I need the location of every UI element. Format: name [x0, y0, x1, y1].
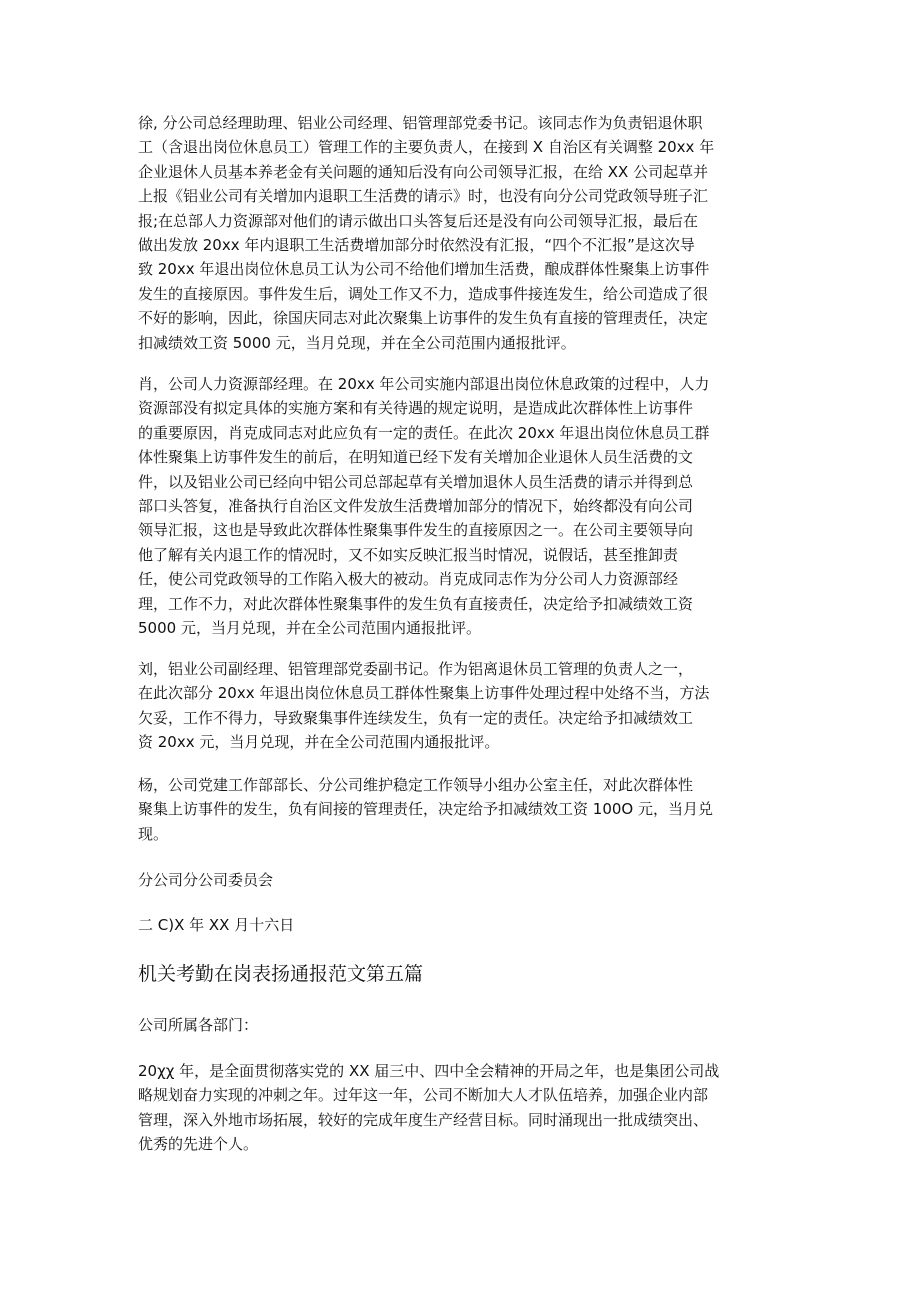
paragraph-liu — [138, 657, 788, 755]
paragraph-line: 杨，公司党建工作部部长、分公司维护稳定工作领导小组办公室主任，对此次群体性 — [138, 776, 694, 794]
paragraph-line: 徐, 分公司总经理助理、铝业公司经理、铝管理部党委书记。该同志作为负责铝退休职 — [138, 114, 703, 132]
paragraph-line: 不好的影响，因此，徐国庆同志对此次聚集上访事件的发生负有直接的管理责任，决定 — [138, 309, 709, 328]
paragraph-line: 他了解有关内退工作的情况时，又不如实反映汇报当时情况，说假话，甚至推卸责 — [138, 545, 679, 564]
paragraph-line: 企业退休人员基本养老金有关问题的通知后没有向公司领导汇报，在给 XX 公司起草并 — [138, 162, 709, 181]
paragraph-line: 5000 元，当月兑现，并在全公司范围内通报批评。 — [138, 619, 481, 638]
paragraph-line: 聚集上访事件的发生，负有间接的管理责任，决定给予扣减绩效工资 100O 元，当月兑 — [138, 800, 713, 819]
paragraph-intro — [138, 1059, 788, 1157]
paragraph-line: 部口头答复，准备执行自治区文件发放生活费增加部分的情况下，始终都没有向公司 — [138, 497, 694, 516]
paragraph-line: 件，以及铝业公司已经向中铝公司总部起草有关增加退休人员生活费的请示并得到总 — [138, 472, 694, 491]
paragraph-line: 现。 — [138, 824, 169, 843]
paragraph-line: 略规划奋力实现的冲刺之年。过年这一年，公司不断加大人才队伍培养，加强企业内部 — [138, 1086, 709, 1105]
paragraph-line: 报;在总部人力资源部对他们的请示做出口头答复后还是没有向公司领导汇报，最后在 — [138, 211, 699, 230]
paragraph-xiao — [138, 372, 788, 640]
paragraph-line: 管理，深入外地市场拓展，较好的完成年度生产经营目标。同时涌现出一批成绩突出、 — [138, 1110, 709, 1129]
paragraph-xu — [138, 111, 788, 355]
section-heading: 机关考勤在岗表扬通报范文第五篇 — [138, 963, 424, 985]
paragraph-line: 理，工作不力，对此次群体性聚集事件的发生负有直接责任，决定给予扣减绩效工资 — [138, 594, 694, 613]
paragraph-line: 上报《铝业公司有关增加内退职工生活费的请示》时，也没有向分公司党政领导班子汇 — [138, 187, 709, 206]
paragraph-line: 领导汇报，这也是导致此次群体性聚集事件发生的直接原因之一。在公司主要领导向 — [138, 521, 694, 540]
signature-committee — [138, 868, 788, 892]
date-line: 二 C)X 年 XX 月十六日 — [138, 916, 295, 934]
signature-line: 分公司分公司委员会 — [138, 871, 274, 889]
paragraph-line: 刘，铝业公司副经理、铝管理部党委副书记。作为铝离退休员工管理的负责人之一， — [138, 660, 694, 678]
salutation — [138, 1013, 788, 1037]
paragraph-yang — [138, 773, 788, 846]
paragraph-line: 优秀的先进个人。 — [138, 1135, 259, 1154]
paragraph-line: 致 20xx 年退出岗位休息员工认为公司不给他们增加生活费，酿成群体性聚集上访事件 — [138, 260, 710, 279]
paragraph-line: 资源部没有拟定具体的实施方案和有关待遇的规定说明，是造成此次群体性上访事件 — [138, 399, 694, 418]
paragraph-line: 扣减绩效工资 5000 元，当月兑现，并在全公司范围内通报批评。 — [138, 333, 576, 352]
paragraph-line: 做出发放 20xx 年内退职工生活费增加部分时依然没有汇报，“四个不汇报”是这次导 — [138, 236, 695, 255]
paragraph-line: 任，使公司党政领导的工作陷入极大的被动。肖克成同志作为分公司人力资源部经 — [138, 570, 679, 589]
paragraph-line: 欠妥，工作不得力，导致聚集事件连续发生，负有一定的责任。决定给予扣减绩效工 — [138, 708, 694, 727]
paragraph-line: 的重要原因，肖克成同志对此应负有一定的责任。在此次 20xx 年退出岗位休息员工群 — [138, 423, 710, 442]
paragraph-line: 体性聚集上访事件发生的前后，在明知道已经下发有关增加企业退休人员生活费的文 — [138, 448, 694, 467]
paragraph-line: 在此次部分 20xx 年退出岗位休息员工群体性聚集上访事件处理过程中处络不当，方法 — [138, 684, 710, 703]
paragraph-line: 资 20xx 元，当月兑现，并在全公司范围内通报批评。 — [138, 733, 500, 752]
paragraph-line: 工（含退出岗位休息员工）管理工作的主要负责人，在接到 X 自治区有关调整 20xx 年 — [138, 138, 715, 157]
salutation-line: 公司所属各部门： — [138, 1016, 259, 1034]
signature-date — [138, 913, 788, 937]
paragraph-line: 20χχ 年，是全面贯彻落实党的 XX 届三中、四中全会精神的开局之年，也是集团公司战 — [138, 1062, 720, 1080]
paragraph-line: 发生的直接原因。事件发生后，调处工作又不力，造成事件接连发生，给公司造成了很 — [138, 284, 709, 303]
paragraph-line: 肖，公司人力资源部经理。在 20xx 年公司实施内部退出岗位休息政策的过程中，人力 — [138, 375, 710, 393]
